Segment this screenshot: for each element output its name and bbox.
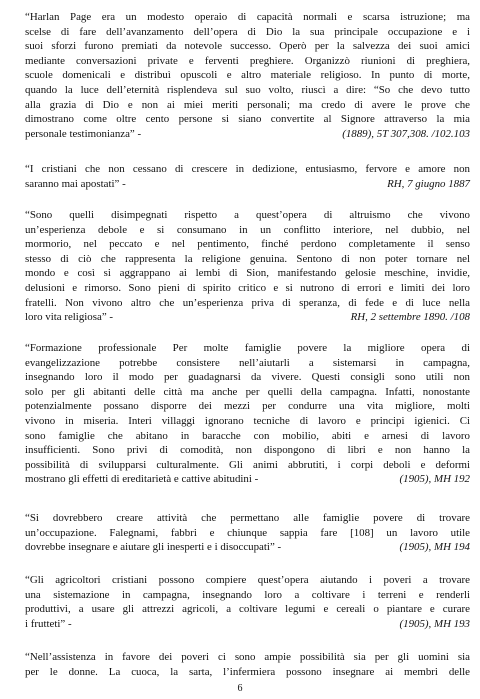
text-line: mondo e così si aggrappano ai lembi di Sion, manifestando gelosie meschine, invidie, — [25, 267, 470, 280]
text-line: “Si dovrebbero creare attività che permettano alle famiglie povere di trovare — [25, 512, 470, 524]
text-line: stesso di ciò che rappresenta la religione genuina. Sentono di non poter tornare nel — [25, 252, 470, 265]
text-line: “I cristiani che non cessano di crescere in dedizione, entusiasmo, fervore e amore non — [25, 163, 470, 175]
text-line: mediante conversazioni private e ferventi preghiere. Organizzò riunioni di preghiera, — [25, 54, 470, 67]
text-line: un’occupazione. Falegnami, fabbri e chiunque sappia fare [108] un lavoro utile — [25, 526, 470, 539]
text-line — [25, 617, 470, 632]
quote-attivita-famiglie — [25, 511, 470, 555]
text-line: insufficienti. Sono privi di comodità, non dispongono di libri e non hanno la — [25, 444, 470, 457]
text-line-end: dovrebbe insegnare e aiutare gli inesperti e i disoccupati” - — [25, 541, 282, 554]
quote-assistenza-poveri — [25, 650, 470, 679]
text-line-end: mostrano gli effetti di ereditarietà e cattive abitudini - — [25, 473, 259, 486]
reference: (1905), MH 193 — [399, 617, 470, 630]
text-line: potenzialmente possano disporre dei mezzi per condurre una vita migliore, molti — [25, 400, 470, 413]
text-line — [25, 127, 470, 142]
text-line: insegnando loro il modo per guadagnarsi da vivere. Questi consigli sono utili non — [25, 371, 470, 384]
text-line: quando la luce dell’eternità risplendeva sul suo volto, riuscì a dire: “So che devo tutto — [25, 83, 470, 96]
text-line: scelse di fare dell’avanzamento dell’opera di Dio la sua principale occupazione e i — [25, 25, 470, 38]
quote-formazione-professionale — [25, 341, 470, 487]
text-line: solo per gli abitanti delle città ma anche per quelli della campagna. Infatti, nonostante — [25, 385, 470, 398]
text-line: mormorio, nel peccato e nel pentimento, finché perdono completamente il senso — [25, 238, 470, 251]
text-line: “Formazione professionale Per molte famiglie povere la migliore opera di — [25, 342, 470, 354]
page-number: 6 — [237, 683, 243, 694]
text-line-end: personale testimonianza” - — [25, 127, 142, 140]
text-line-end: i frutteti” - — [25, 617, 72, 630]
text-line: una sistemazione in campagna, insegnando loro a coltivare i terreni e renderli — [25, 588, 470, 601]
reference: RH, 2 settembre 1890. /108 — [350, 311, 470, 324]
text-line: suoi sforzi furono premiati da notevole successo. Operò per la salvezza dei suoi amici — [25, 40, 470, 53]
reference: RH, 7 giugno 1887 — [387, 177, 470, 190]
text-line: “Nell’assistenza in favore dei poveri ci sono ampie possibilità sia per gli uomini sia — [25, 651, 470, 663]
text-line: delusioni e rimorso. Sono pieni di spirito critico e si nutrono di errori e limiti dei loro — [25, 281, 470, 294]
reference: (1905), MH 194 — [399, 541, 470, 554]
text-line: un’esperienza debole e si consumano in un conflitto interiore, nel dubbio, nel — [25, 223, 470, 236]
text-line-end: loro vita religiosa” - — [25, 311, 114, 324]
text-line: alla grazia di Dio e non ai miei meriti personali; ma credo di avere le prove che — [25, 98, 470, 111]
quote-agricoltori — [25, 573, 470, 631]
text-line-end: saranno mai apostati” - — [25, 177, 126, 190]
text-line: scuole domenicali e distribuì opuscoli e altro materiale religioso. In punto di morte, — [25, 69, 470, 82]
quote-disimpegnati — [25, 208, 470, 325]
text-line — [25, 540, 470, 555]
reference: (1905), MH 192 — [399, 473, 470, 486]
text-line: “Sono quelli disimpegnati rispetto a quest’opera di altruismo che vivono — [25, 209, 470, 221]
text-line: sono famiglie che abitano in baracche con mobilio, abiti e arnesi di lavoro — [25, 429, 470, 442]
text-line — [25, 472, 470, 487]
quote-harlan-page — [25, 10, 470, 141]
text-line: dimostrano come oltre cento persone si siano convertite al Signore attraverso la mia — [25, 113, 470, 126]
text-line: possibilità di svilupparsi culturalmente. Gli animi abbrutiti, i corpi deboli e deformi — [25, 458, 470, 471]
text-line: produttivi, a usare gli attrezzi agricoli, a coltivare legumi e cereali o piantare e curare — [25, 603, 470, 616]
text-line: “Gli agricoltori cristiani possono compiere quest’opera aiutando i poveri a trovare — [25, 574, 470, 586]
text-line: fratelli. Non vivono altro che un’esperienza priva di speranza, di fede e di luce nella — [25, 296, 470, 309]
text-line: evangelizzazione potrebbe consistere nell’aiutarli a sistemarsi in campagna, — [25, 356, 470, 369]
quote-cristiani — [25, 162, 470, 191]
text-line: per le donne. La cuoca, la sarta, l’infermiera possono insegnare ai membri delle — [25, 665, 470, 678]
text-line: “Harlan Page era un modesto operaio di capacità normali e scarsa istruzione; ma — [25, 11, 470, 23]
text-line — [25, 177, 470, 192]
text-line — [25, 310, 470, 325]
reference: (1889), 5T 307,308. /102.103 — [342, 127, 470, 140]
text-line: vivono in miseria. Interi villaggi ignorano tecniche di lavoro e principi igienici. Ci — [25, 414, 470, 427]
